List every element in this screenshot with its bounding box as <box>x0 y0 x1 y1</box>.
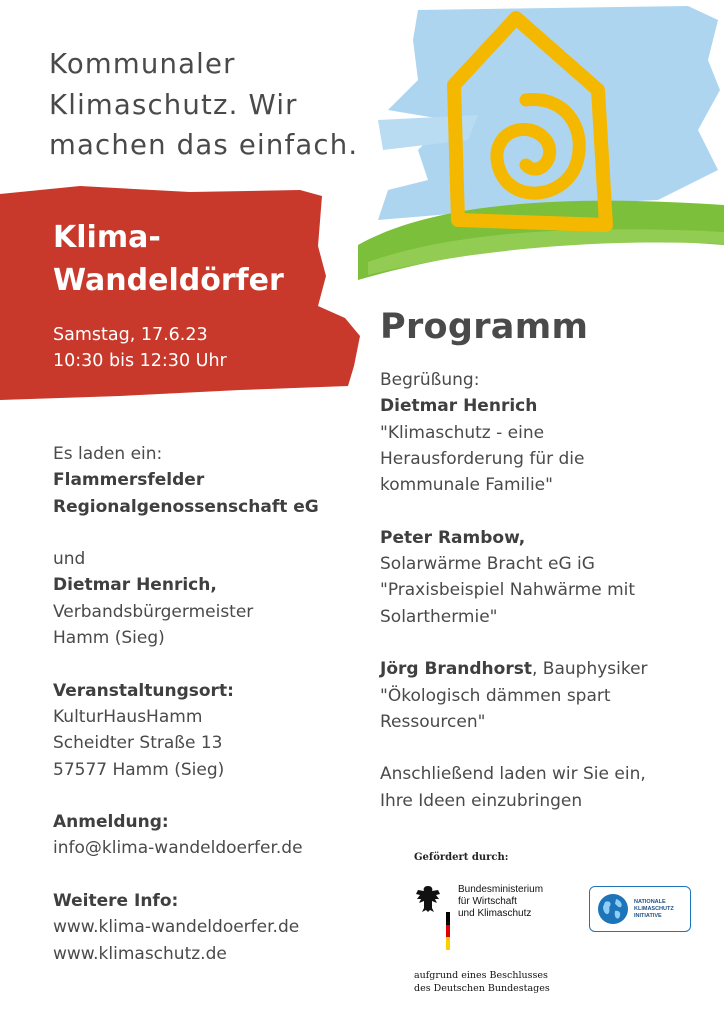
venue-line: 57577 Hamm (Sieg) <box>53 759 225 780</box>
info-link[interactable]: www.klimaschutz.de <box>53 943 227 964</box>
headline-line: Klimaschutz. Wir <box>49 88 298 121</box>
venue-label: Veranstaltungsort: <box>53 680 234 701</box>
talk-title-line: "Klimaschutz - eine <box>380 422 545 443</box>
venue-line: Scheidter Straße 13 <box>53 733 223 754</box>
closing-line: Ihre Ideen einzubringen <box>380 790 583 811</box>
bundestag-resolution-note <box>414 970 550 995</box>
banner-title-line: Wandeldörfer <box>53 263 284 298</box>
program-column <box>380 367 700 814</box>
nki-line: INITIATIVE <box>634 913 662 919</box>
venue-line: KulturHausHamm <box>53 706 203 727</box>
house-logo-graphic <box>358 0 724 282</box>
ministry-line: Bundesministerium <box>458 884 544 895</box>
info-label: Weitere Info: <box>53 891 179 912</box>
german-flag-bar <box>446 912 450 950</box>
program-title: Programm <box>380 307 589 347</box>
event-date: Samstag, 17.6.23 <box>53 325 208 345</box>
speaker-org: Solarwärme Bracht eG iG <box>380 554 595 575</box>
speaker-line <box>380 656 700 682</box>
headline-line: Kommunaler <box>49 48 236 80</box>
talk-title-line: Solarthermie" <box>380 606 498 627</box>
talk-title-line: "Praxisbeispiel Nahwärme mit <box>380 580 636 601</box>
and-text: und <box>53 549 86 570</box>
ministry-name <box>458 884 543 920</box>
info-link[interactable]: www.klima-wandeldoerfer.de <box>53 917 300 938</box>
ministry-line: für Wirtschaft <box>458 896 517 907</box>
speaker-name: Peter Rambow, <box>380 527 526 548</box>
talk-title-line: kommunale Familie" <box>380 475 553 496</box>
speaker-name: Dietmar Henrich <box>380 396 538 417</box>
nki-line: KLIMASCHUTZ <box>634 906 674 912</box>
invite-intro: Es laden ein: <box>53 444 163 464</box>
organizer-name: Flammersfelder <box>53 470 205 491</box>
resolution-line: aufgrund eines Beschlusses <box>414 970 548 981</box>
event-time: 10:30 bis 12:30 Uhr <box>53 351 227 371</box>
banner-title <box>53 216 323 302</box>
organizer-name: Regionalgenossenschaft eG <box>53 496 319 517</box>
resolution-line: des Deutschen Bundestages <box>414 982 550 994</box>
signup-email-link[interactable]: info@klima-wandeldoerfer.de <box>53 838 303 859</box>
talk-title-line: Herausforderung für die <box>380 448 585 469</box>
co-host-role: Verbandsbürgermeister <box>53 601 254 622</box>
funded-by-label: Gefördert durch: <box>414 852 509 863</box>
talk-title-line: "Ökologisch dämmen spart <box>380 685 611 706</box>
banner-date <box>53 322 313 374</box>
headline-line: machen das einfach. <box>49 129 359 161</box>
speaker-name: Jörg Brandhorst <box>380 659 532 680</box>
nki-line: NATIONALE <box>634 899 666 905</box>
banner-title-line: Klima- <box>53 220 161 255</box>
federal-eagle-icon <box>414 884 442 914</box>
headline <box>49 44 379 166</box>
globe-icon <box>597 893 629 925</box>
house-spiral-logo <box>358 0 724 282</box>
co-host-place: Hamm (Sieg) <box>53 628 165 649</box>
closing-line: Anschließend laden wir Sie ein, <box>380 764 646 785</box>
signup-label: Anmeldung: <box>53 812 169 833</box>
talk-title-line: Ressourcen" <box>380 711 486 732</box>
speaker-role: , Bauphysiker <box>531 659 648 680</box>
invitation-column <box>53 441 353 967</box>
welcome-label: Begrüßung: <box>380 370 480 390</box>
co-host-name: Dietmar Henrich, <box>53 575 217 596</box>
nki-label <box>634 899 674 920</box>
ministry-line: und Klimaschutz <box>458 908 532 919</box>
